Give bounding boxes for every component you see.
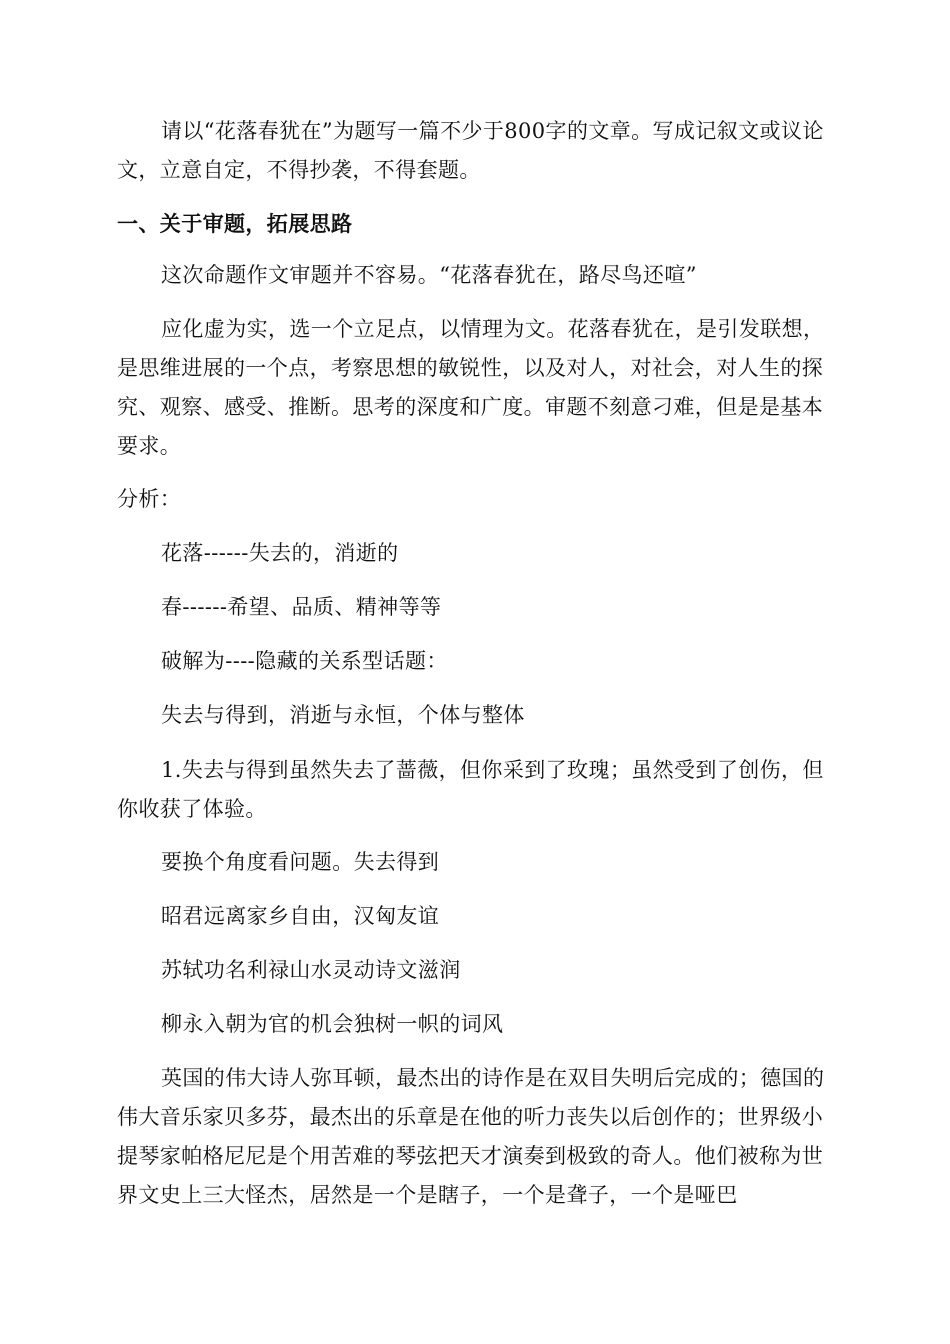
numbered-point: 1.失去与得到虽然失去了蔷薇，但你采到了玫瑰；虽然受到了创伤，但你收获了体验。	[117, 758, 824, 821]
example-line: 昭君远离家乡自由，汉匈友谊	[161, 904, 440, 928]
analysis-line: 春------希望、品质、精神等等	[161, 595, 442, 619]
body-paragraph: 这次命题作文审题并不容易。“花落春犹在，路尽鸟还喧”	[161, 263, 697, 287]
body-line: 要换个角度看问题。失去得到	[161, 850, 440, 874]
prompt-paragraph: 请以“花落春犹在”为题写一篇不少于800字的文章。写成记叙文或议论文，立意自定，不得抄袭，不得套题。	[117, 119, 824, 182]
section-heading: 一、关于审题，拓展思路	[117, 211, 353, 236]
analysis-label: 分析：	[117, 487, 182, 511]
analysis-line: 破解为----隐藏的关系型话题：	[161, 649, 448, 673]
example-line: 苏轼功名利禄山水灵动诗文滋润	[161, 958, 461, 982]
body-paragraph: 英国的伟大诗人弥耳顿，最杰出的诗作是在双目失明后完成的；德国的伟大音乐家贝多芬，最杰出的乐章是在他的听力丧失以后创作的；世界级小提琴家帕格尼尼是个用苦难的琴弦把天才演奏到极致的奇人。他们被称为世界文史上三大怪杰，居然是一个是瞎子，一个是聋子，一个是哑巴	[117, 1066, 825, 1207]
body-paragraph: 应化虚为实，选一个立足点，以情理为文。花落春犹在，是引发联想，是思维进展的一个点，考察思想的敏锐性，以及对人，对社会，对人生的探究、观察、感受、推断。思考的深度和广度。审题不刻意刁难，但是是基本要求。	[117, 317, 825, 458]
analysis-line: 花落------失去的，消逝的	[161, 541, 399, 565]
analysis-line: 失去与得到，消逝与永恒，个体与整体	[161, 703, 525, 727]
example-line: 柳永入朝为官的机会独树一帜的词风	[161, 1012, 504, 1036]
